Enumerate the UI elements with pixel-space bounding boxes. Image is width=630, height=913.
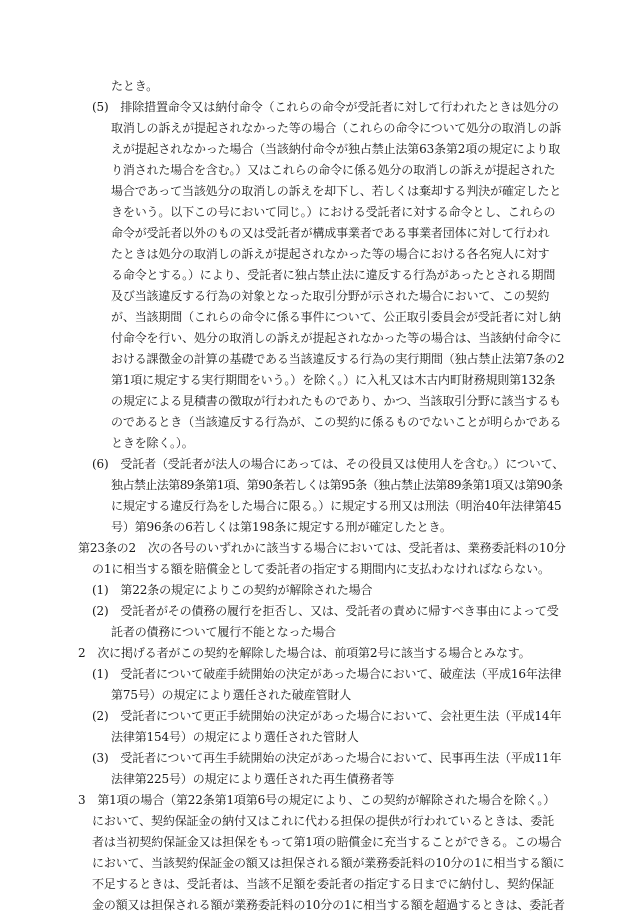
item-2-line: (2) 受託者がその債務の履行を拒否し、又は、受託者の責めに帰すべき事由によって受 (92, 604, 559, 618)
text-line: の1に相当する額を賠償金として委託者の指定する期間内に支払わなければならない。 (92, 562, 550, 576)
text-line: おける課徴金の計算の基礎である当該違反する行為の実行期間（独占禁止法第7条の2 (111, 352, 565, 366)
text-line: 金の額又は担保される額が業務委託料の10分の1に相当する額を超過するときは、委託者 (92, 898, 565, 912)
item-2-line: (2) 受託者について更正手続開始の決定があった場合において、会社更生法（平成14年 (92, 709, 562, 723)
article-23-2-heading: 第23条の2 次の各号のいずれかに該当する場合においては、受託者は、業務委託料の10分 (78, 541, 566, 555)
text-line: 託者の債務について履行不能となった場合 (111, 625, 336, 639)
paragraph-3-line: 3 第1項の場合（第22条第1項第6号の規定により、この契約が解除された場合を除く。） (78, 793, 556, 807)
text-line: 取消しの訴えが提起されなかった等の場合（これらの命令について処分の取消しの訴 (111, 121, 562, 135)
text-line: の規定による見積書の徴取が行われたものであり、かつ、当該取引分野に該当するも (111, 394, 561, 408)
text-line: 及び当該違反する行為の対象となった取引分野が示された場合において、この契約 (111, 289, 550, 303)
text-line: 命令が受託者以外のもの又は受託者が構成事業者である事業者団体に対して行われ (111, 226, 550, 240)
text-line: えが提起されなかった場合（当該納付命令が独占禁止法第63条第2項の規定により取 (111, 142, 561, 156)
text-line: 法律第154号）の規定により選任された管財人 (111, 730, 359, 744)
text-line: たとき。 (111, 79, 158, 93)
item-1-line: (1) 受託者について破産手続開始の決定があった場合において、破産法（平成16年法律 (92, 667, 562, 681)
text-line: り消された場合を含む。）又はこれらの命令に係る処分の取消しの訴えが提起された (111, 163, 556, 177)
text-line: たときは処分の取消しの訴えが提起されなかった等の場合における各名宛人に対す (111, 247, 550, 261)
text-line: 法律第225号）の規定により選任された再生債務者等 (111, 772, 395, 786)
text-line: のであるとき（当該違反する行為が、この契約に係るものでないことが明らかである (111, 415, 562, 429)
text-line: 第75号）の規定により選任された破産管財人 (111, 688, 352, 702)
text-line: きをいう。以下この号において同じ。）における受託者に対する命令とし、これらの (111, 205, 556, 219)
item-6-line: (6) 受託者（受託者が法人の場合にあっては、その役員又は使用人を含む。）について、 (92, 457, 565, 471)
text-line: において、契約保証金の納付又はこれに代わる担保の提供が行われているときは、委託 (92, 814, 554, 828)
text-line: 号）第96条の6若しくは第198条に規定する刑が確定したとき。 (111, 520, 452, 534)
text-line: 場合であって当該処分の取消しの訴えを却下し、若しくは棄却する判決が確定したと (111, 184, 562, 198)
text-line: に規定する違反行為をした場合に限る。）に規定する刑又は刑法（明治40年法律第45 (111, 499, 562, 513)
text-line: ときを除く。）。 (111, 436, 194, 450)
item-3-line: (3) 受託者について再生手続開始の決定があった場合において、民事再生法（平成11年 (92, 751, 562, 765)
text-line: 第1項に規定する実行期間をいう。）を除く。）に入札又は木古内町財務規則第132条 (111, 373, 556, 387)
item-1-line: (1) 第22条の規定によりこの契約が解除された場合 (92, 583, 373, 597)
text-line: る命令とする。）により、受託者に独占禁止法に違反する行為があったとされる期間 (111, 268, 556, 282)
text-line: 者は当初契約保証金又は担保をもって第1項の賠償金に充当することができる。この場合 (92, 835, 562, 849)
text-line: が、当該期間（これらの命令に係る事件について、公正取引委員会が受託者に対し納 (111, 310, 561, 324)
item-5-line: (5) 排除措置命令又は納付命令（これらの命令が受託者に対して行われたときは処分の (92, 100, 559, 114)
text-line: 不足するときは、受託者は、当該不足額を委託者の指定する日までに納付し、契約保証 (92, 877, 555, 891)
text-line: 付命令を行い、処分の取消しの訴えが提起されなかった等の場合は、当該納付命令に (111, 331, 562, 345)
text-line: において、当該契約保証金の額又は担保される額が業務委託料の10分の1に相当する額に (92, 856, 565, 870)
text-line: 独占禁止法第89条第1項、第90条若しくは第95条（独占禁止法第89条第1項又は第90条 (111, 478, 563, 492)
paragraph-2-line: 2 次に掲げる者がこの契約を解除した場合は、前項第2号に該当する場合とみなす。 (78, 646, 531, 660)
